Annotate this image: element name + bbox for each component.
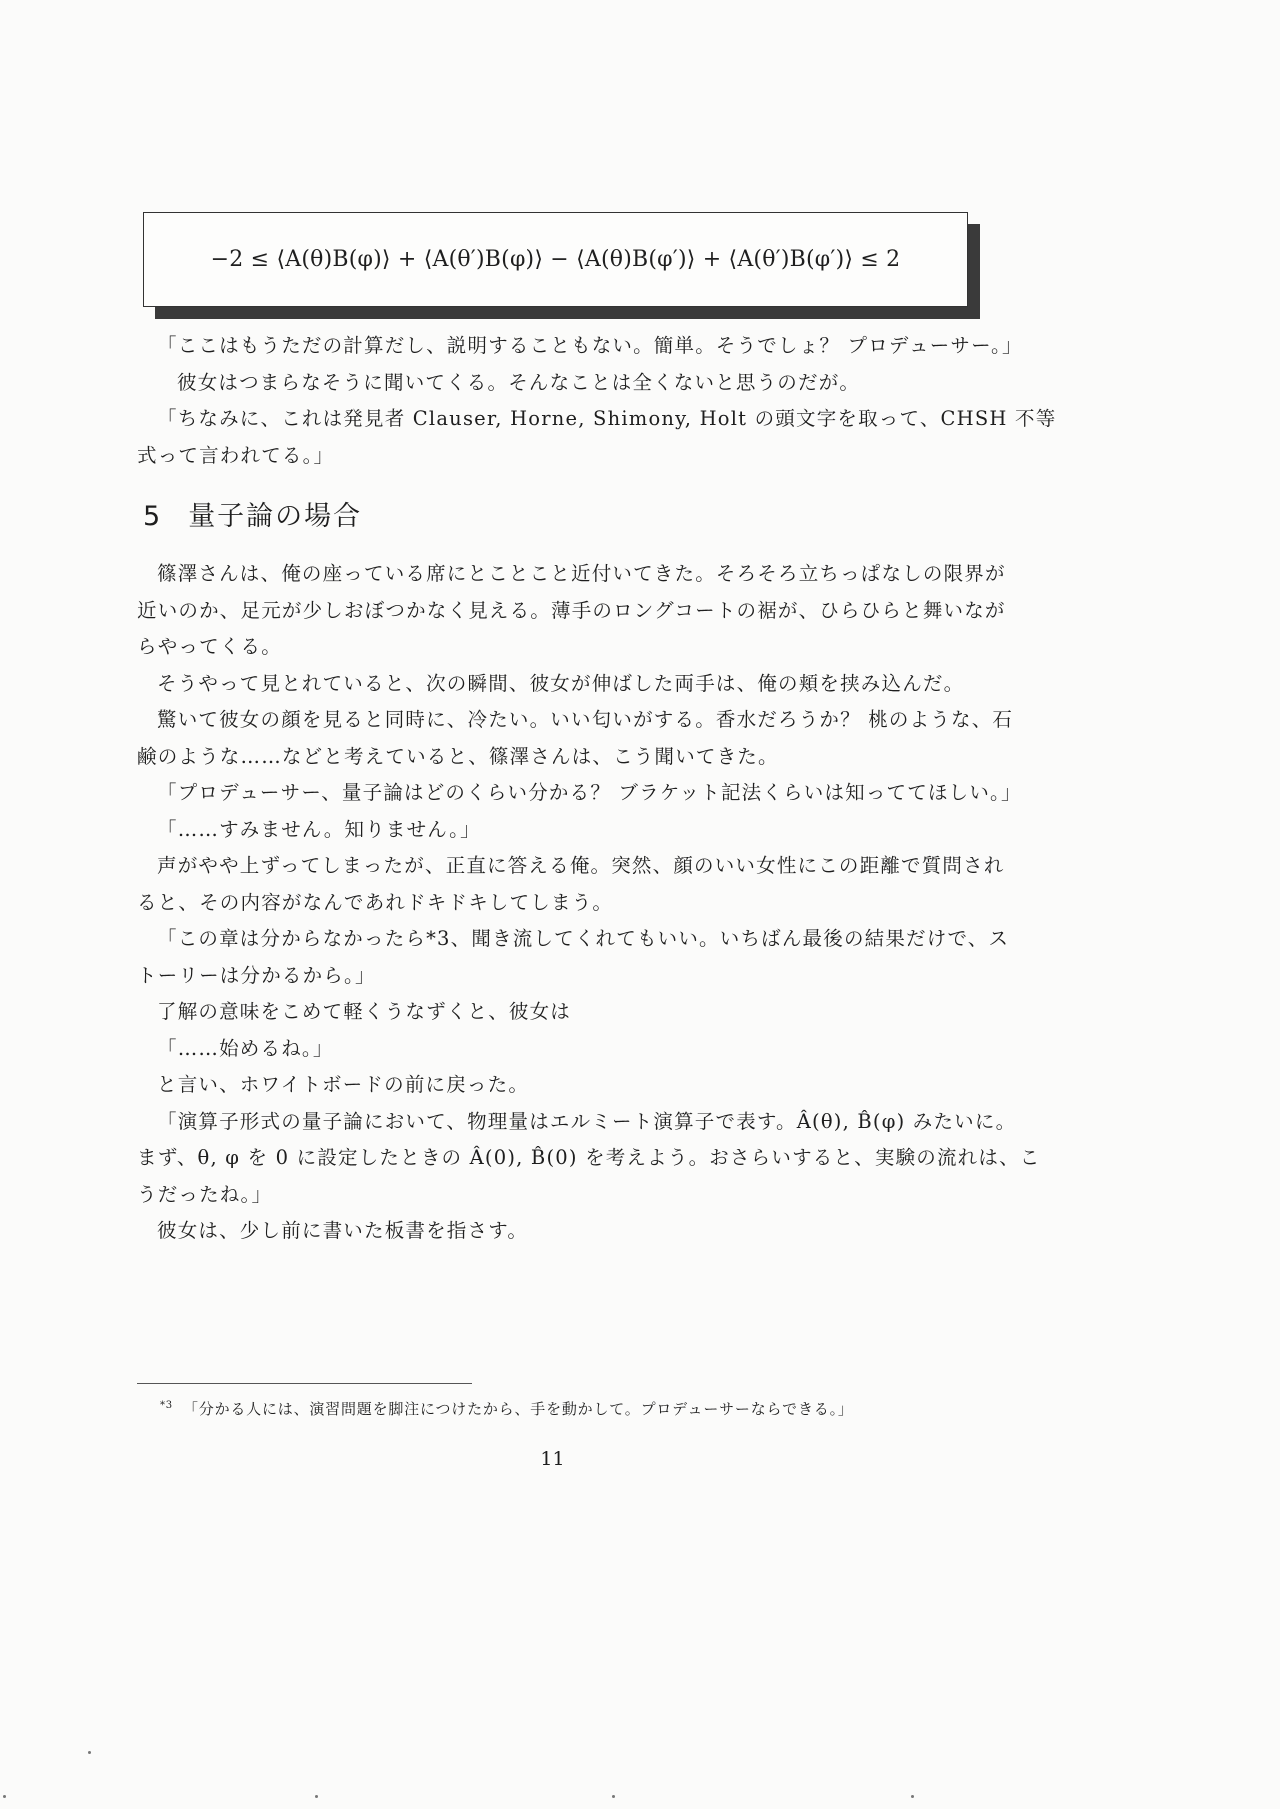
page-number: 11 [540,1448,565,1470]
body-text [137,556,1041,1250]
footnote-text: 「分かる人には、演習問題を脚注につけたから、手を動かして。プロデューサーならできる。」 [182,1400,854,1418]
paragraph: 「演算子形式の量子論において、物理量はエルミート演算子で表す。Â(θ), B̂(φ) みたいに。 [157,1109,1017,1133]
paragraph: 「この章は分からなかったら*3、聞き流してくれてもいい。いちばん最後の結果だけで、ス [157,927,1010,950]
scan-speck [315,1795,318,1798]
paragraph: 了解の意味をこめて軽くうなずくと、彼女は [157,1000,572,1023]
paragraph: まず、θ, φ を 0 に設定したときの Â(0), B̂(0) を考えよう。おさらいすると、実験の流れは、こ [137,1146,1041,1169]
paragraph: 式って言われてる。」 [137,443,335,467]
chsh-inequality: −2 ≤ ⟨A(θ)B(φ)⟩ + ⟨A(θ′)B(φ)⟩ − ⟨A(θ)B(φ′)⟩ + ⟨A(θ′)B(φ′)⟩ ≤ 2 [210,247,901,272]
paragraph: 「ここはもうただの計算だし、説明することもない。簡単。そうでしょ？ プロデューサー。」 [157,334,1023,357]
section-heading [143,494,362,533]
section-number: 5 [143,501,163,532]
paragraph: 彼女はつまらなそうに聞いてくる。そんなことは全くないと思うのだが。 [177,370,861,394]
equation-box [143,212,968,307]
paragraph: ると、その内容がなんであれドキドキしてしまう。 [137,890,614,914]
section-title: 量子論の場合 [188,501,363,532]
paragraph: 「プロデューサー、量子論はどのくらい分かる？ ブラケット記法くらいは知っててほしい。」 [157,781,1022,804]
paragraph: 驚いて彼女の顔を見ると同時に、冷たい。いい匂いがする。香水だろうか？ 桃のような、石 [157,708,1014,731]
paragraph: そうやって見とれていると、次の瞬間、彼女が伸ばした両手は、俺の頬を挟み込んだ。 [157,671,965,695]
scan-speck [911,1795,914,1798]
paragraph: 「ちなみに、これは発見者 Clauser, Horne, Shimony, Holt の頭文字を取って、CHSH 不等 [157,407,1057,430]
paragraph: らやってくる。 [137,635,282,658]
paragraph: 篠澤さんは、俺の座っている席にとことこと近付いてきた。そろそろ立ちっぱなしの限界が [157,562,1006,585]
scan-speck [3,1795,6,1798]
paragraph: うだったね。」 [137,1182,273,1206]
paragraph: 「……すみません。知りません。」 [157,817,481,841]
footnote [160,1398,854,1419]
scan-speck [612,1795,615,1798]
paragraph: と言い、ホワイトボードの前に戻った。 [157,1073,530,1096]
paragraph: トーリーは分かるから。」 [137,963,376,987]
footnote-divider [137,1383,472,1384]
paragraph: 鹸のような……などと考えていると、篠澤さんは、こう聞いてきた。 [137,744,779,768]
paragraph: 声がやや上ずってしまったが、正直に答える俺。突然、顔のいい女性にこの距離で質問され [157,854,1005,877]
paragraph: 近いのか、足元が少しおぼつかなく見える。薄手のロングコートの裾が、ひらひらと舞いなが [137,598,1006,622]
scan-speck [88,1751,91,1754]
paragraph: 彼女は、少し前に書いた板書を指さす。 [157,1219,529,1242]
paragraph: 「……始めるね。」 [157,1036,334,1060]
intro-text [137,328,1057,474]
footnote-mark: *3 [160,1400,173,1411]
